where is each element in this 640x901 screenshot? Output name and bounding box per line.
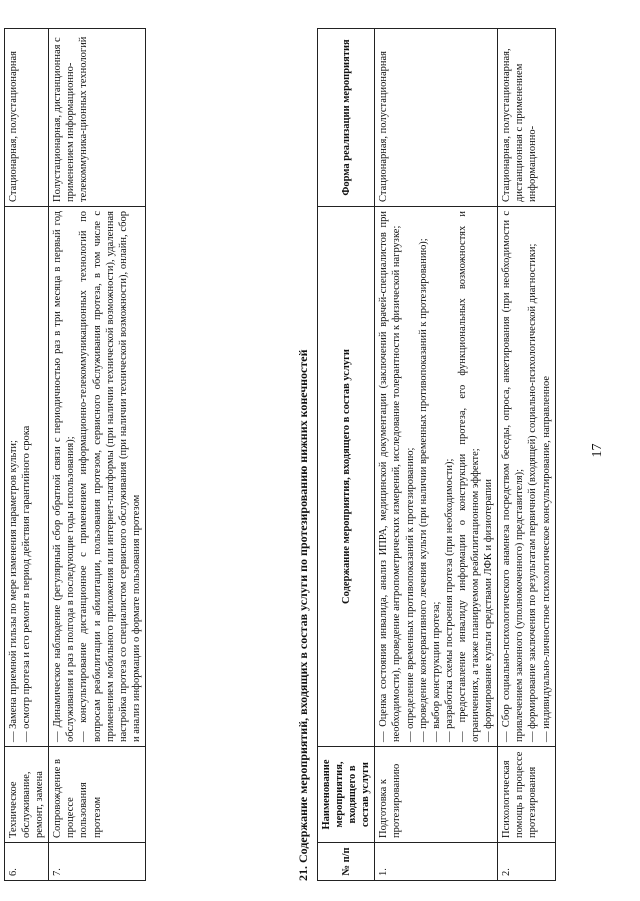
row-form: Стационарная, полустационарная (5, 29, 49, 207)
row-content (498, 207, 555, 747)
table-row (498, 29, 555, 881)
page-number: 17 (590, 443, 605, 458)
row-name: Подготовка к протезированию (375, 747, 498, 843)
content-item: — предоставление инвалиду информации о конструкции протеза, его функциональных возможностях и ограничениях, а также планируемом реабилитационном эффекте; (456, 211, 482, 742)
table-header-row (318, 29, 375, 881)
content-item: — выбор конструкции протеза; (430, 601, 442, 742)
row-number: 6. (5, 843, 49, 881)
row-number: 7. (49, 843, 146, 881)
content-item: — формирование заключения по результатам первичной (входящей) социально-психологической диагностики; (527, 243, 539, 742)
row-form: Стационарная, полустационарная (375, 29, 498, 207)
header-form: Форма реализации мероприятия (318, 29, 375, 207)
row-name: Техническое обслуживание, ремонт, замена (5, 747, 49, 843)
content-item: — проведение консервативного лечения культи (при наличии временных противопоказаний к протезированию); (417, 238, 429, 742)
row-content (5, 207, 49, 747)
header-name: Наименование мероприятия, входящего в состав услуги (318, 747, 375, 843)
content-item: — Динамическое наблюдение (регулярный сбор обратной связи с периодичностью раз в три месяца в первый год обслуживания и раз в полгода в последующие годы использования); (52, 211, 77, 742)
row-name: Психологическая помощь в процессе протезирования (498, 747, 555, 843)
content-item: — консультирование дистанционное с применением информационно-телекоммуникационных технологий по вопросам реабилитации и абилитации, пользования протезом, сервисного обслуживания протеза, в том числе с применением мобильного приложения или интернет-платформы (при наличии технической возможности), удаленная настройка протеза со специалистом сервисного обслуживания (при наличии технической возможности), онлайн, сбор и анализ информации о формате пользования протезом (78, 211, 142, 742)
content-item: — индивидуально-личностное психологическое консультирование, направленное (540, 375, 552, 742)
row-form: Полустационарная, дистанционная с применением информационно-телекоммуника-ционных технологий (49, 29, 146, 207)
table-bottom (317, 28, 556, 881)
content-item: — определение временных противопоказаний к протезированию; (404, 447, 416, 742)
content-item: — формирование культи средствами ЛФК и физиотерапии (483, 479, 495, 742)
content-item: — разработка схемы построения протеза (при необходимости); (443, 458, 455, 742)
row-content (49, 207, 146, 747)
header-content: Содержание мероприятия, входящего в состав услуги (318, 207, 375, 747)
row-number: 1. (375, 843, 498, 881)
table-row (375, 29, 498, 881)
content-item: — Оценка состояния инвалида, анализ ИПРА, медицинской документации (заключений врачей-специалистов при необходимости), проведение антропометрических измерений, исследование толерантности к физической нагрузке; (378, 211, 403, 742)
content-item: — Сбор социально-психологического анамнеза посредством беседы, опроса, анкетирования (при необходимости с привлечением законного (уполномоченного) представителя); (501, 211, 526, 742)
row-name: Сопровождение в процессе пользования протезом (49, 747, 146, 843)
content-item: — Замена приемной гильзы по мере изменения параметров культи; (8, 440, 19, 742)
table-top (4, 28, 146, 881)
section-heading: 21. Содержание мероприятий, входящих в состав услуги по протезированию нижних конечностей (296, 349, 310, 881)
row-number: 2. (498, 843, 555, 881)
table-row (49, 29, 146, 881)
row-content (375, 207, 498, 747)
table-row (5, 29, 49, 881)
content-item: — осмотр протеза и его ремонт в период действия гарантийного срока (21, 425, 33, 742)
header-num: № п/п (318, 843, 375, 881)
row-form: Стационарная, полустационарная, дистанционная с применением информационно- (498, 29, 555, 207)
